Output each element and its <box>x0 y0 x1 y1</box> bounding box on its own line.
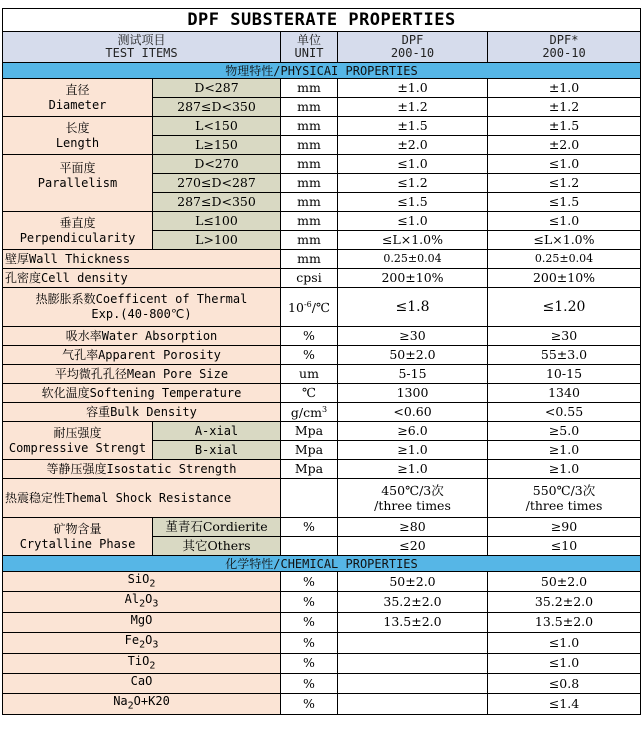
table-title: DPF SUBSTERATE PROPERTIES <box>3 9 641 32</box>
row-unit: mm <box>281 231 338 250</box>
row-dpf: 50±2.0 <box>338 572 488 592</box>
header-test-items: 测试项目 TEST ITEMS <box>3 32 281 63</box>
row-unit: ℃ <box>281 384 338 403</box>
row-unit: mm <box>281 212 338 231</box>
row-dpf-star: ±1.5 <box>488 117 641 136</box>
row-dpf-star: ≤1.0 <box>488 633 641 653</box>
row-unit: mm <box>281 250 338 269</box>
row-unit <box>281 537 338 556</box>
row-dpf-star: <0.55 <box>488 403 641 422</box>
row-dpf: ≤20 <box>338 537 488 556</box>
row-label: 长度 Length <box>3 117 153 155</box>
table-row <box>3 327 641 346</box>
row-condition: 堇青石Cordierite <box>153 518 281 537</box>
row-dpf-star: ≤0.8 <box>488 673 641 693</box>
header-dpf-star: DPF* 200-10 <box>488 32 641 63</box>
table-row <box>3 673 641 693</box>
cropped-heading <box>0 0 644 8</box>
table-row <box>3 694 641 714</box>
row-dpf: ≤L×1.0% <box>338 231 488 250</box>
row-label: $Al_2O_3$ <box>3 592 281 612</box>
row-dpf-star: 0.25±0.04 <box>488 250 641 269</box>
row-label: 平面度 Parallelism <box>3 155 153 212</box>
row-dpf: ≤1.0 <box>338 155 488 174</box>
row-dpf-star: ≥1.0 <box>488 460 641 479</box>
row-dpf-star: ≤1.0 <box>488 653 641 673</box>
row-condition: D<270 <box>153 155 281 174</box>
row-unit: mm <box>281 117 338 136</box>
row-dpf: 5-15 <box>338 365 488 384</box>
row-dpf-star: ±1.0 <box>488 79 641 98</box>
row-label: CaO <box>3 673 281 693</box>
row-label: 热震稳定性Themal Shock Resistance <box>3 479 281 518</box>
header-unit: 单位 UNIT <box>281 32 338 63</box>
row-condition: L<150 <box>153 117 281 136</box>
header-dpf: DPF 200-10 <box>338 32 488 63</box>
row-dpf <box>338 633 488 653</box>
row-dpf: <0.60 <box>338 403 488 422</box>
table-row <box>3 460 641 479</box>
row-unit: mm <box>281 136 338 155</box>
row-unit: % <box>281 592 338 612</box>
row-dpf-star: 55±3.0 <box>488 346 641 365</box>
row-label: 耐压强度 Compressive Strengt <box>3 422 153 460</box>
row-dpf-star: ≥1.0 <box>488 441 641 460</box>
row-unit: % <box>281 327 338 346</box>
row-unit: mm <box>281 98 338 117</box>
properties-table <box>2 8 641 715</box>
row-dpf-star: 35.2±2.0 <box>488 592 641 612</box>
row-dpf: ≥1.0 <box>338 441 488 460</box>
row-label: TiO$_2$ <box>3 653 281 673</box>
row-dpf-star: ≥90 <box>488 518 641 537</box>
row-dpf-star: ≤1.0 <box>488 155 641 174</box>
row-unit: um <box>281 365 338 384</box>
table-row <box>3 633 641 653</box>
row-dpf-star: 13.5±2.0 <box>488 612 641 632</box>
row-unit: Mpa <box>281 422 338 441</box>
table-row <box>3 269 641 288</box>
table-row <box>3 346 641 365</box>
row-unit: mm <box>281 174 338 193</box>
row-condition: B-xial <box>153 441 281 460</box>
section-physical: 物理特性/PHYSICAI PROPERTIES <box>3 63 641 79</box>
row-condition: 287≤D<350 <box>153 98 281 117</box>
row-dpf-star: ≥5.0 <box>488 422 641 441</box>
row-unit: mm <box>281 193 338 212</box>
row-condition: 287≤D<350 <box>153 193 281 212</box>
row-dpf-star: ≤L×1.0% <box>488 231 641 250</box>
table-row <box>3 384 641 403</box>
row-unit: $10^{-6}/℃$ <box>281 288 338 327</box>
row-label: 热膨胀系数Coefficent of Thermal Exp.(40-800℃) <box>3 288 281 327</box>
table-row <box>3 572 641 592</box>
row-unit: $g/cm^3$ <box>281 403 338 422</box>
row-dpf: ±1.2 <box>338 98 488 117</box>
row-dpf-star: ≥30 <box>488 327 641 346</box>
row-unit: % <box>281 653 338 673</box>
table-row <box>3 155 641 174</box>
row-unit: % <box>281 572 338 592</box>
row-dpf: ±1.0 <box>338 79 488 98</box>
row-unit: mm <box>281 79 338 98</box>
row-dpf: ≤1.0 <box>338 212 488 231</box>
row-dpf: ±1.5 <box>338 117 488 136</box>
row-dpf: 35.2±2.0 <box>338 592 488 612</box>
table-row <box>3 212 641 231</box>
row-dpf: ≤1.8 <box>338 288 488 327</box>
row-unit <box>281 479 338 518</box>
row-dpf <box>338 694 488 714</box>
row-unit: Mpa <box>281 441 338 460</box>
row-condition: 270≤D<287 <box>153 174 281 193</box>
table-row <box>3 79 641 98</box>
table-row <box>3 365 641 384</box>
row-label: 平均微孔孔径Mean Pore Size <box>3 365 281 384</box>
row-label: $Fe_2O_3$ <box>3 633 281 653</box>
row-label: 气孔率Apparent Porosity <box>3 346 281 365</box>
table-row <box>3 518 641 537</box>
row-dpf: 13.5±2.0 <box>338 612 488 632</box>
row-dpf-star: ±2.0 <box>488 136 641 155</box>
row-dpf-star: ≤10 <box>488 537 641 556</box>
row-unit: % <box>281 518 338 537</box>
row-unit: mm <box>281 155 338 174</box>
table-row <box>3 422 641 441</box>
row-unit: % <box>281 612 338 632</box>
table-row <box>3 479 641 518</box>
row-dpf-star: ±1.2 <box>488 98 641 117</box>
row-dpf: ≥1.0 <box>338 460 488 479</box>
row-label: 吸水率Water Absorption <box>3 327 281 346</box>
section-chemical: 化学特性/CHEMICAL PROPERTIES <box>3 556 641 572</box>
row-dpf-star: ≤1.0 <box>488 212 641 231</box>
row-dpf-star: ≤1.4 <box>488 694 641 714</box>
row-dpf-star: 50±2.0 <box>488 572 641 592</box>
row-condition: 其它Others <box>153 537 281 556</box>
table-row <box>3 117 641 136</box>
row-dpf: 450℃/3次 /three times <box>338 479 488 518</box>
row-unit: % <box>281 673 338 693</box>
row-dpf: 50±2.0 <box>338 346 488 365</box>
row-dpf <box>338 653 488 673</box>
row-dpf-star: 550℃/3次 /three times <box>488 479 641 518</box>
row-dpf <box>338 673 488 693</box>
row-unit: cpsi <box>281 269 338 288</box>
row-label: 垂直度 Perpendicularity <box>3 212 153 250</box>
row-unit: Mpa <box>281 460 338 479</box>
row-label: MgO <box>3 612 281 632</box>
table-row <box>3 612 641 632</box>
row-dpf: ≥80 <box>338 518 488 537</box>
row-label: 壁厚Wall Thickness <box>3 250 281 269</box>
row-label: SiO$_2$ <box>3 572 281 592</box>
row-unit: % <box>281 633 338 653</box>
row-dpf: 1300 <box>338 384 488 403</box>
row-dpf-star: ≤1.2 <box>488 174 641 193</box>
row-dpf: ≥6.0 <box>338 422 488 441</box>
row-dpf-star: ≤1.5 <box>488 193 641 212</box>
row-dpf-star: 10-15 <box>488 365 641 384</box>
row-label: 容重Bulk Density <box>3 403 281 422</box>
row-unit: % <box>281 694 338 714</box>
row-label: 矿物含量 Crytalline Phase <box>3 518 153 556</box>
row-dpf: ≤1.5 <box>338 193 488 212</box>
row-dpf-star: 1340 <box>488 384 641 403</box>
row-label: 直径 Diameter <box>3 79 153 117</box>
row-label: 等静压强度Isostatic Strength <box>3 460 281 479</box>
table-row <box>3 403 641 422</box>
row-label: 软化温度Softening Temperature <box>3 384 281 403</box>
row-dpf: ≤1.2 <box>338 174 488 193</box>
row-dpf: 200±10% <box>338 269 488 288</box>
row-condition: L>100 <box>153 231 281 250</box>
table-row <box>3 288 641 327</box>
table-row <box>3 592 641 612</box>
row-condition: L≤100 <box>153 212 281 231</box>
row-condition: D<287 <box>153 79 281 98</box>
row-dpf: 0.25±0.04 <box>338 250 488 269</box>
table-row <box>3 250 641 269</box>
row-dpf-star: 200±10% <box>488 269 641 288</box>
row-condition: L≥150 <box>153 136 281 155</box>
row-condition: A-xial <box>153 422 281 441</box>
row-dpf: ±2.0 <box>338 136 488 155</box>
row-label: $Na_2O+K20$ <box>3 694 281 714</box>
row-label: 孔密度Cell density <box>3 269 281 288</box>
table-row <box>3 653 641 673</box>
row-dpf: ≥30 <box>338 327 488 346</box>
row-unit: % <box>281 346 338 365</box>
row-dpf-star: ≤1.20 <box>488 288 641 327</box>
